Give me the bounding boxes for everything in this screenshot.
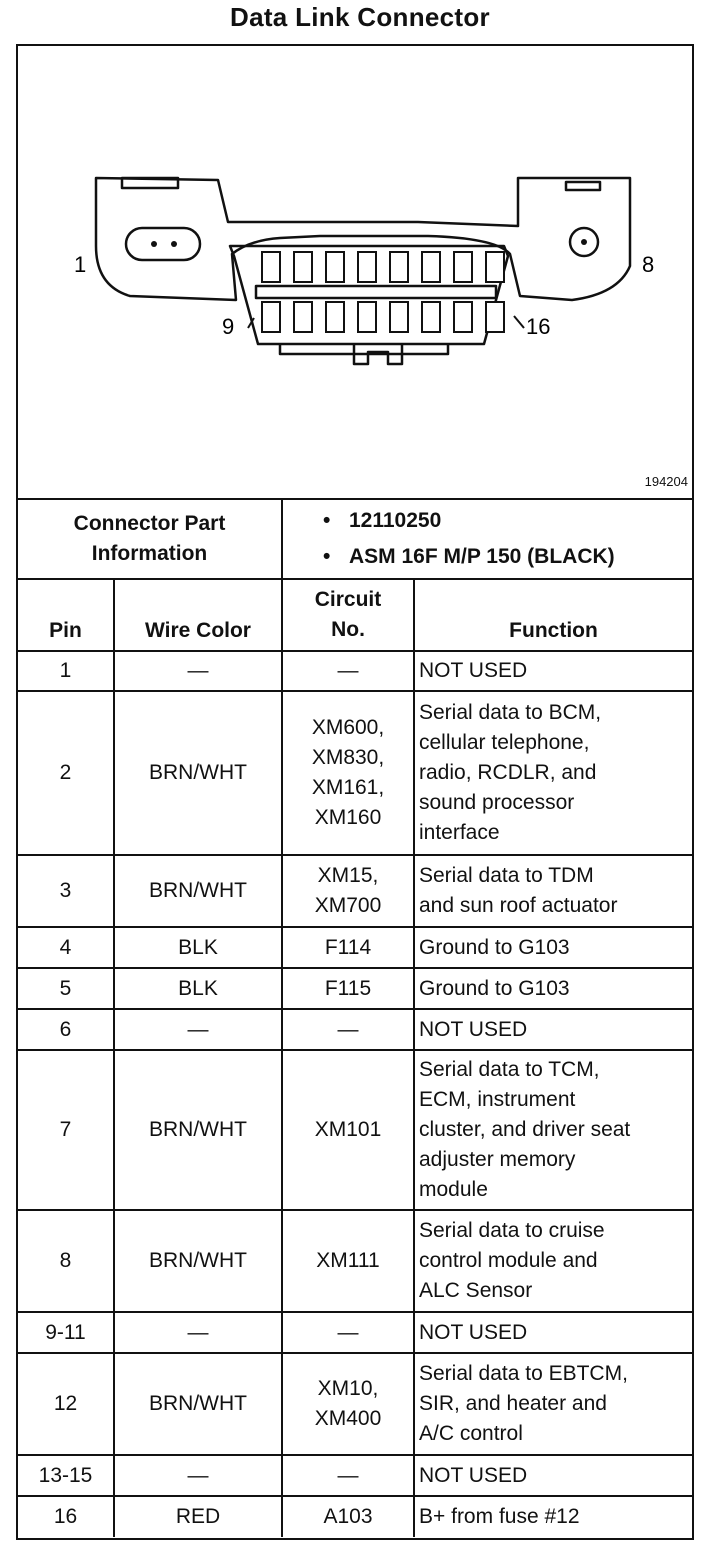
function-line: ECM, instrument (419, 1088, 576, 1111)
circuit-cell (282, 1312, 414, 1353)
function-line: Serial data to TDM (419, 864, 594, 887)
table-row (18, 1455, 692, 1496)
table-row (18, 968, 692, 1009)
circuit-line: — (337, 1320, 359, 1344)
connector-part-label-line2: Information (91, 542, 208, 565)
function-cell (414, 1496, 692, 1537)
wire-color-cell: BLK (114, 968, 282, 1009)
circuit-line: XM101 (314, 1118, 382, 1141)
center-divider (256, 286, 496, 298)
circuit-cell (282, 927, 414, 968)
circuit-line: XM111 (316, 1249, 380, 1272)
left-mount-slot (126, 228, 200, 260)
header-row (18, 579, 692, 651)
table-row (18, 1312, 692, 1353)
pin-cell: 13-15 (18, 1455, 114, 1496)
page-title: Data Link Connector (230, 2, 490, 32)
table-row (18, 651, 692, 691)
function-cell (414, 1455, 692, 1496)
circuit-cell (282, 855, 414, 927)
pin-cell: 2 (18, 691, 114, 855)
function-line: Serial data to cruise (419, 1219, 605, 1242)
function-line: NOT USED (419, 1320, 528, 1344)
wire-color-cell: BRN/WHT (114, 1050, 282, 1210)
function-line: module (419, 1178, 488, 1201)
circuit-line: F114 (324, 935, 372, 959)
part-number: 12110250 (349, 509, 442, 532)
circuit-line: XM830, (311, 746, 385, 769)
pin-cell: 9-11 (18, 1312, 114, 1353)
wire-color-cell: RED (114, 1496, 282, 1537)
connector-part-items: • 12110250 • ASM 16F M/P 150 (BLACK) (282, 499, 692, 579)
circuit-line: XM700 (314, 894, 382, 917)
function-line: cellular telephone, (419, 731, 590, 754)
circuit-cell (282, 1009, 414, 1050)
function-line: NOT USED (419, 659, 528, 682)
function-cell (414, 651, 692, 691)
function-line: control module and (419, 1249, 598, 1272)
table-row (18, 691, 692, 855)
wire-color-cell: — (114, 1455, 282, 1496)
function-cell (414, 1210, 692, 1312)
wire-color-cell: BRN/WHT (114, 855, 282, 927)
circuit-cell (282, 691, 414, 855)
figure-number: 194204 (644, 474, 688, 489)
pin-cell: 6 (18, 1009, 114, 1050)
wire-color-cell: BRN/WHT (114, 691, 282, 855)
function-cell (414, 1050, 692, 1210)
wire-color-cell: — (114, 1312, 282, 1353)
header-circuit (282, 579, 414, 651)
circuit-cell (282, 1050, 414, 1210)
header-circuit-line1: Circuit (314, 588, 382, 611)
connector-diagram (18, 46, 692, 498)
circuit-line: — (337, 1463, 359, 1487)
function-line: adjuster memory (419, 1148, 576, 1171)
document-frame (16, 44, 694, 1540)
circuit-line: XM10, (317, 1377, 379, 1400)
function-line: sound processor (419, 791, 575, 814)
wire-color-cell: — (114, 1009, 282, 1050)
function-line: radio, RCDLR, and (419, 761, 597, 784)
pin-label-9: 9 (222, 314, 235, 339)
circuit-line: XM161, (311, 776, 385, 799)
pin-cell: 8 (18, 1210, 114, 1312)
function-line: ALC Sensor (419, 1279, 533, 1302)
bottom-rib (280, 344, 448, 354)
circuit-line: A103 (323, 1505, 373, 1528)
pin-cell: 16 (18, 1496, 114, 1537)
part-description: ASM 16F M/P 150 (BLACK) (349, 545, 615, 568)
table-row (18, 927, 692, 968)
circuit-line: F115 (324, 976, 372, 1000)
pin-cell: 12 (18, 1353, 114, 1455)
circuit-line: XM160 (314, 806, 382, 829)
wire-color-cell: — (114, 651, 282, 691)
pin-cell: 1 (18, 651, 114, 691)
circuit-line: — (337, 659, 359, 682)
circuit-line: XM600, (311, 716, 385, 739)
header-circuit-line2: No. (331, 618, 365, 641)
pin-label-16: 16 (526, 314, 551, 339)
function-line: A/C control (419, 1422, 523, 1445)
circuit-line: XM15, (317, 864, 379, 887)
pin-label-1: 1 (74, 252, 87, 277)
header-wire-color: Wire Color (114, 579, 282, 651)
circuit-cell (282, 1353, 414, 1455)
function-line: Serial data to BCM, (419, 701, 602, 724)
wire-color-cell: BLK (114, 927, 282, 968)
function-line: Ground to G103 (419, 935, 570, 959)
circuit-cell (282, 1455, 414, 1496)
circuit-cell (282, 651, 414, 691)
function-line: and sun roof actuator (419, 894, 618, 917)
function-line: interface (419, 821, 500, 844)
circuit-line: XM400 (314, 1407, 382, 1430)
function-cell (414, 1009, 692, 1050)
wire-color-cell: BRN/WHT (114, 1353, 282, 1455)
table-row (18, 1496, 692, 1537)
circuit-cell (282, 968, 414, 1009)
connector-part-label (18, 499, 282, 579)
table-row (18, 1210, 692, 1312)
wire-color-cell: BRN/WHT (114, 1210, 282, 1312)
slot-dot-left (151, 241, 157, 247)
slot-dot-right (171, 241, 177, 247)
pins-bottom-row (262, 302, 504, 332)
function-cell (414, 855, 692, 927)
leader-16 (514, 316, 524, 328)
function-line: Ground to G103 (419, 976, 570, 1000)
connector-part-label-line1: Connector Part (73, 512, 226, 535)
function-line: Serial data to TCM, (419, 1058, 600, 1081)
function-cell (414, 1353, 692, 1455)
function-line: B+ from fuse #12 (419, 1505, 580, 1528)
table-row (18, 1009, 692, 1050)
connector-drawing (18, 46, 692, 498)
pinout-table (18, 498, 692, 1537)
hole-dot (581, 239, 587, 245)
pin-cell: 4 (18, 927, 114, 968)
table-row (18, 1050, 692, 1210)
table-row (18, 855, 692, 927)
circuit-cell (282, 1496, 414, 1537)
pin-label-8: 8 (642, 252, 655, 277)
function-line: NOT USED (419, 1463, 528, 1487)
pin-cell: 5 (18, 968, 114, 1009)
table-row (18, 1353, 692, 1455)
connector-part-row (18, 499, 692, 579)
circuit-line: — (337, 1017, 359, 1041)
pin-cell: 7 (18, 1050, 114, 1210)
function-line: Serial data to EBTCM, (419, 1362, 628, 1385)
pins-top-row (262, 252, 504, 282)
function-cell (414, 1312, 692, 1353)
pin-cell: 3 (18, 855, 114, 927)
function-cell (414, 691, 692, 855)
function-cell (414, 968, 692, 1009)
header-function: Function (414, 579, 692, 651)
function-line: cluster, and driver seat (419, 1118, 631, 1141)
function-line: NOT USED (419, 1017, 528, 1041)
function-cell (414, 927, 692, 968)
header-pin: Pin (18, 579, 114, 651)
function-line: SIR, and heater and (419, 1392, 607, 1415)
top-tab-right (566, 182, 600, 190)
circuit-cell (282, 1210, 414, 1312)
